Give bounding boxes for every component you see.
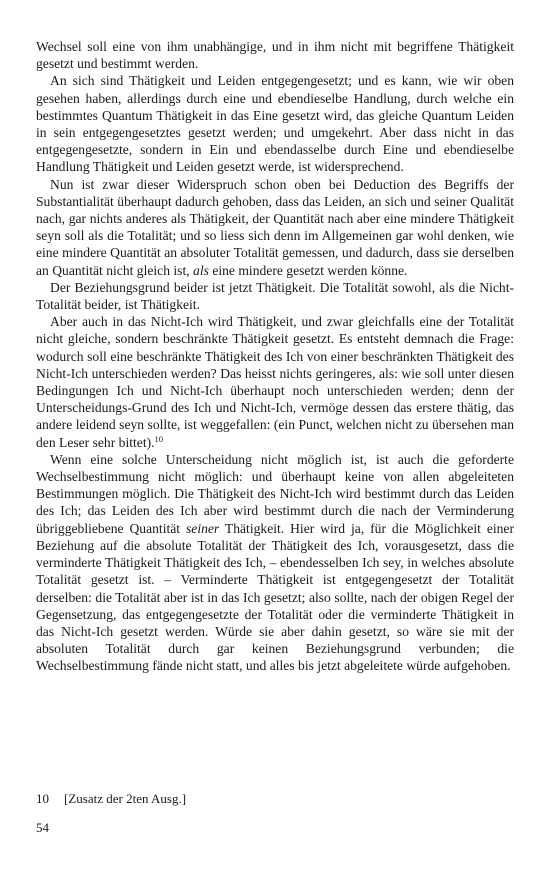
- emphasis: als: [193, 262, 209, 278]
- paragraph: [36, 72, 514, 175]
- paragraph: [36, 313, 514, 451]
- page-number: 54: [36, 820, 49, 835]
- footnote-ref: 10: [154, 433, 164, 444]
- text-run: Der Beziehungsgrund beider ist jetzt Thätigkeit. Die Totalität sowohl, als die Nicht-Totalität beider, ist Thätigkeit.: [36, 279, 514, 313]
- text-run: Thätigkeit. Hier wird ja, für die Möglichkeit einer Beziehung auf die absolute Totalität der Thätigkeit des Ich, vorausgesetzt, dass die verminderte Thätigkeit Thätigkeit des Ich, – ebendesselben Ich sey, in welches absolute Totalität gesetzt ist. – Verminderte Thätigkeit ist entgegengesetzt der Totalität derselben: die Totalität aber ist in das Ich gesetzt; also sollte, nach der obigen Regel der Gegensetzung, das entgegengesetzte der Totalität oder die verminderte Thätigkeit in das Nicht-Ich gesetzt werden. Würde sie aber dahin gesetzt, so wäre sie mit der absoluten Totalität durch gar keinen Beziehungsgrund verbunden; die Wechselbestimmung fände nicht statt, und alles bis jetzt abgeleitete würde aufgehoben.: [36, 520, 514, 674]
- footnote-number: 10: [36, 791, 49, 806]
- footnote-text: [Zusatz der 2ten Ausg.]: [64, 791, 187, 806]
- text-run: An sich sind Thätigkeit und Leiden entgegengesetzt; und es kann, wie wir oben gesehen haben, allerdings durch eine und ebendieselbe Handlung, durch welche ein bestimmtes Quantum Thätigkeit in das Eine gesetzt wird, das gleiche Quantum Leiden in sein entgegengesetztes gesetzt werden; und umgekehrt. Aber dass nicht in das entgegengesetzte, sondern in Ein und ebendasselbe durch Eine und ebendieselbe Handlung Thätigkeit und Leiden gesetzt werde, ist widersprechend.: [36, 73, 514, 175]
- text-run: Wechsel soll eine von ihm unabhängige, und in ihm nicht mit begriffene Thätigkeit gesetzt und bestimmt werden.: [36, 39, 514, 72]
- paragraph: [36, 451, 514, 675]
- text-run: Wenn eine solche Unterscheidung nicht möglich ist, ist auch die geforderte Wechselbestimmung nicht möglich: und überhaupt keine von allen abgeleiteten Bestimmungen möglich. Die Thätigkeit des Nicht-Ich wird bestimmt durch das Leiden des Ich; das Leiden des Ich aber wird bestimmt durch die nach der Verminderung übriggebliebene Quantität: [36, 451, 514, 536]
- text-run: Nun ist zwar dieser Widerspruch schon oben bei Deduction des Begriffs der Substantialität überhaupt dadurch gehoben, dass das Leiden, an sich und seiner Qualität nach, gar nichts anderes als Thätigkeit, der Quantität nach aber eine mindere Thätigkeit seyn soll als die Totalität; und so liess sich denn im Allgemeinen gar wohl denken, wie eine mindere Quantität an absoluter Totalität gemessen, und dadurch, dass sie derselben an Quantität nicht gleich ist,: [36, 176, 514, 278]
- paragraph: [36, 38, 514, 72]
- body-text: [36, 38, 514, 675]
- footnote: [36, 790, 514, 807]
- emphasis: seiner: [186, 520, 220, 536]
- paragraph: [36, 176, 514, 279]
- paragraph: [36, 279, 514, 313]
- text-run: eine mindere gesetzt werden könne.: [208, 262, 408, 278]
- text-run: Aber auch in das Nicht-Ich wird Thätigkeit, und zwar gleichfalls eine der Totalität nicht gleiche, sondern beschränkte Thätigkeit gesetzt. Es entsteht demnach die Frage: wodurch soll eine beschränkte Thätigkeit des Ich von einer beschränkten Thätigkeit des Nicht-Ich unterschieden werden? Das heisst nichts geringeres, als: wie soll unter diesen Bedingungen Ich und Nicht-Ich überhaupt noch unterschieden werden; denn der Unterscheidungs-Grund des Ich und Nicht-Ich, vermöge dessen das erstere thätig, das andere leidend seyn sollte, ist weggefallen: (ein Punct, welchen nicht zu übersehen man den Leser sehr bittet).: [36, 314, 514, 450]
